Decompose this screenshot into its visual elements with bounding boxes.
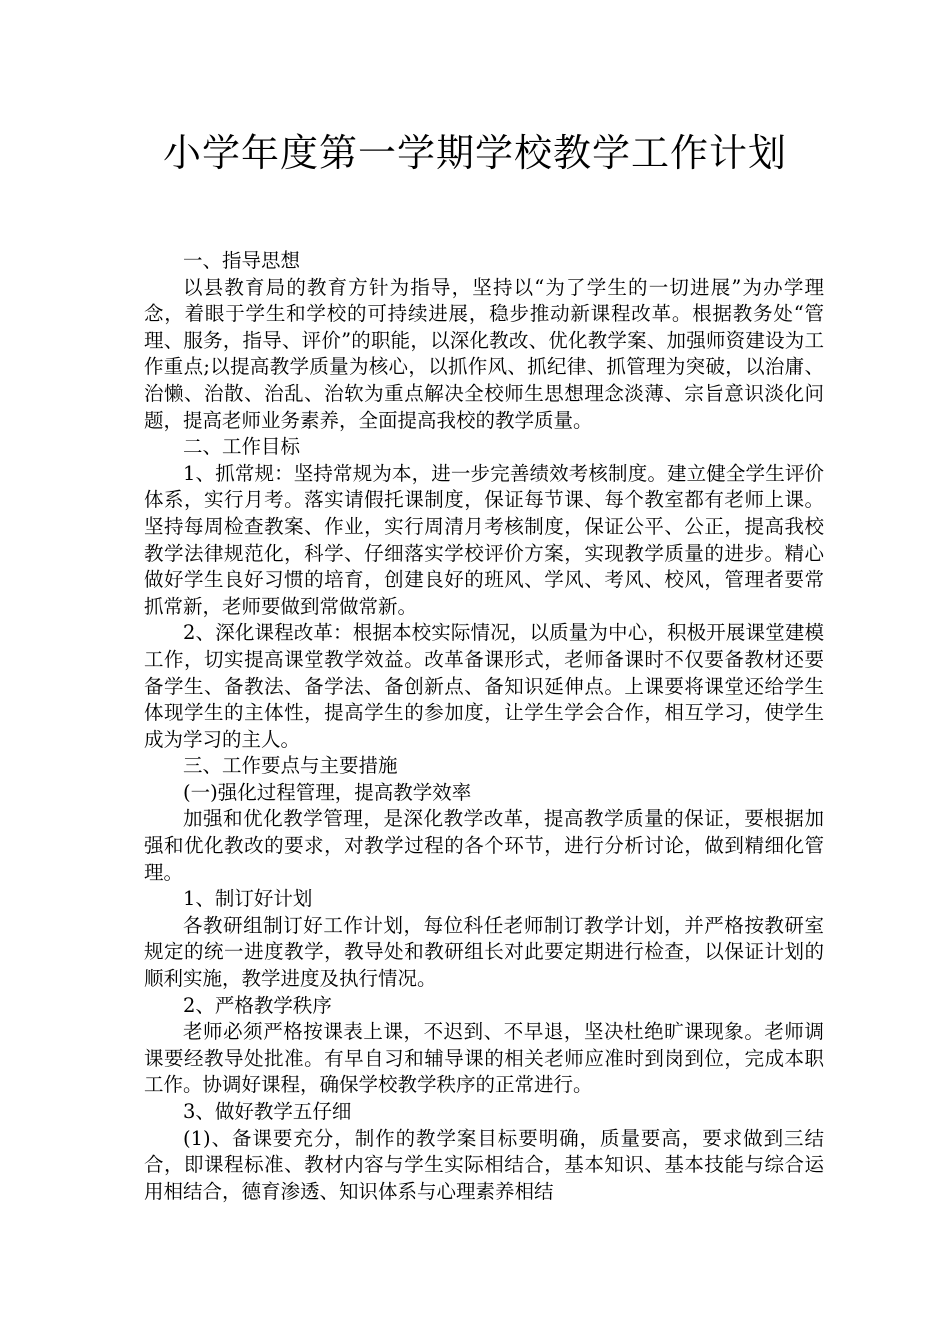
section-heading-guiding-ideology: 一、指导思想: [183, 249, 301, 272]
subheading-five-careful: 3、做好教学五仔细: [183, 1100, 352, 1123]
subheading-teaching-order: 2、严格教学秩序: [183, 993, 332, 1017]
section-heading-key-points: 三、工作要点与主要措施: [183, 754, 398, 778]
paragraph-guiding-ideology: 以县教育局的教育方针为指导，坚持以“为了学生的一切进展”为办学理念，着眼于学生和学校的可持续进展，稳步推动新课程改革。根据教务处“管理、服务，指导、评价”的职能，以深化教改、优化教学案、加强师资建设为工作重点;以提高教学质量为核心，以抓作风、抓纪律、抓管理为突破，以治庸、治懒、治散、治乱、治软为重点解决全校师生思想理念淡薄、宗旨意识淡化问题，提高老师业务素养，全面提高我校的教学质量。: [144, 275, 824, 432]
paragraph-make-plan: 各教研组制订好工作计划，每位科任老师制订教学计划，并严格按教研室规定的统一进度教学，教导处和教研组长对此要定期进行检查，以保证计划的顺利实施，教学进度及执行情况。: [144, 913, 824, 991]
subheading-make-plan: 1、制订好计划: [183, 887, 313, 911]
paragraph-curriculum-reform: 2、深化课程改革：根据本校实际情况，以质量为中心，积极开展课堂建模工作，切实提高课堂教学效益。改革备课形式，老师备课时不仅要备教材还要备学生、备教法、备学法、备创新点、备知识延伸点。上课要将课堂还给学生体现学生的主体性，提高学生的参加度，让学生学会合作，相互学习，使学生成为学习的主人。: [144, 621, 824, 751]
paragraph-teaching-order: 老师必须严格按课表上课，不迟到、不早退，坚决杜绝旷课现象。老师调课要经教导处批准。有早自习和辅导课的相关老师应准时到岗到位，完成本职工作。协调好课程，确保学校教学秩序的正常进行。: [144, 1020, 824, 1097]
paragraph-process-management: 加强和优化教学管理，是深化教学改革，提高教学质量的保证，要根据加强和优化教改的要求，对教学过程的各个环节，进行分析讨论，做到精细化管理。: [144, 807, 824, 884]
subheading-process-management: (一)强化过程管理，提高教学效率: [183, 780, 472, 804]
document-title: 小学年度第一学期学校教学工作计划: [162, 131, 787, 175]
paragraph-routine: 1、抓常规：坚持常规为本，进一步完善绩效考核制度。建立健全学生评价体系，实行月考。落实请假托课制度，保证每节课、每个教室都有老师上课。坚持每周检查教案、作业，实行周清月考核制度，保证公平、公正，提高我校教学法律规范化，科学、仔细落实学校评价方案，实现教学质量的进步。精心做好学生良好习惯的培育，创建良好的班风、学风、考风、校风，管理者要常抓常新，老师要做到常做常新。: [144, 461, 824, 618]
section-heading-work-goals: 二、工作目标: [183, 435, 301, 459]
document-body: [144, 248, 824, 1205]
paragraph-lesson-prep: (1)、备课要充分，制作的教学案目标要明确，质量要高，要求做到三结合，即课程标准、教材内容与学生实际相结合，基本知识、基本技能与综合运用相结合，德育渗透、知识体系与心理素养相结: [144, 1126, 824, 1203]
